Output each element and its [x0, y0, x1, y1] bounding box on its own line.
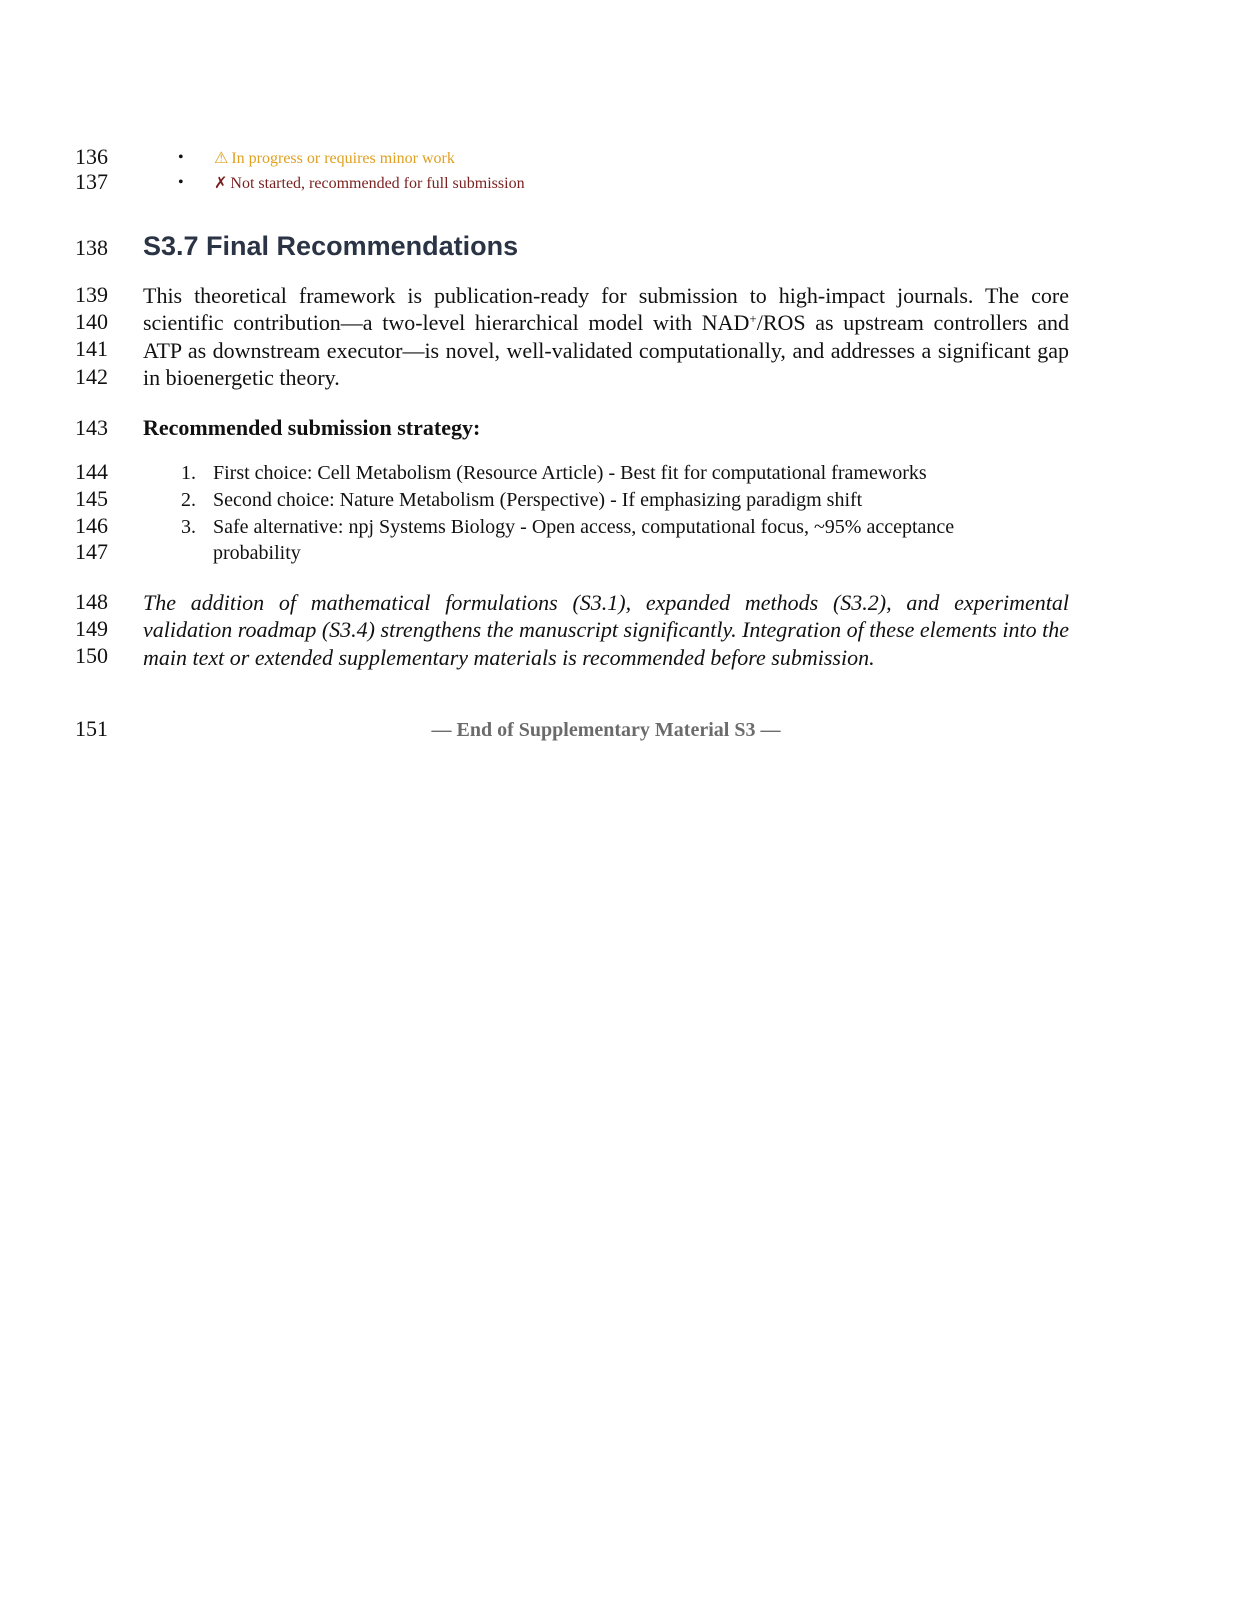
status-legend-in-progress: [214, 150, 455, 168]
closing-italic-paragraph: The addition of mathematical formulations (S3.1), expanded methods (S3.2), and experimental validation roadmap (S3.4) strengthens the manuscript significantly. Integration of these elements into the main text or extended supplementary materials is recommended before submission.: [143, 590, 1069, 670]
end-of-material-note: — End of Supplementary Material S3 —: [431, 719, 781, 741]
bullet-marker: •: [178, 174, 184, 191]
line-number: 149: [75, 616, 108, 641]
line-number: 146: [75, 513, 108, 538]
line-number: 136: [75, 144, 108, 169]
strategy-heading: Recommended submission strategy:: [143, 415, 481, 440]
line-number: 141: [75, 336, 108, 361]
cross-icon: ✗: [214, 175, 228, 192]
line-number: 138: [75, 235, 108, 260]
recommendation-paragraph: [143, 282, 1069, 391]
section-heading: S3.7 Final Recommendations: [143, 231, 519, 261]
status-legend-text: In progress or requires minor work: [231, 150, 455, 167]
line-number: 139: [75, 282, 108, 307]
line-number: 144: [75, 459, 108, 484]
list-number: 1.: [181, 462, 196, 484]
line-number: 143: [75, 415, 108, 440]
line-number: 147: [75, 539, 108, 564]
paragraph-text: /ROS as upstream controllers and ATP as downstream executor—is novel, well-validated computationally, and addresses a significant gap in bioenergetic theory.: [143, 310, 1069, 390]
status-legend-text: Not started, recommended for full submission: [230, 175, 525, 192]
list-number: 3.: [181, 516, 196, 538]
line-number: 148: [75, 589, 108, 614]
line-number: 140: [75, 309, 108, 334]
bullet-marker: •: [178, 149, 184, 166]
line-number: 145: [75, 486, 108, 511]
line-number: 142: [75, 364, 108, 389]
line-number: 137: [75, 169, 108, 194]
line-number: 150: [75, 643, 108, 668]
superscript-plus: +: [749, 311, 757, 327]
paragraph-text: This theoretical framework is publication-ready for submission to high-impact journals. The core scientific contribution—a two-level hierarchical model with NAD: [143, 283, 1069, 336]
list-item: First choice: Cell Metabolism (Resource Article) - Best fit for computational frameworks: [213, 462, 927, 484]
list-number: 2.: [181, 489, 196, 511]
list-item: Safe alternative: npj Systems Biology - Open access, computational focus, ~95% acceptance probability: [213, 516, 955, 564]
status-legend-not-started: [214, 175, 525, 193]
line-number: 151: [75, 716, 108, 741]
list-item: Second choice: Nature Metabolism (Perspective) - If emphasizing paradigm shift: [213, 489, 863, 511]
warning-icon: ⚠: [214, 150, 229, 167]
